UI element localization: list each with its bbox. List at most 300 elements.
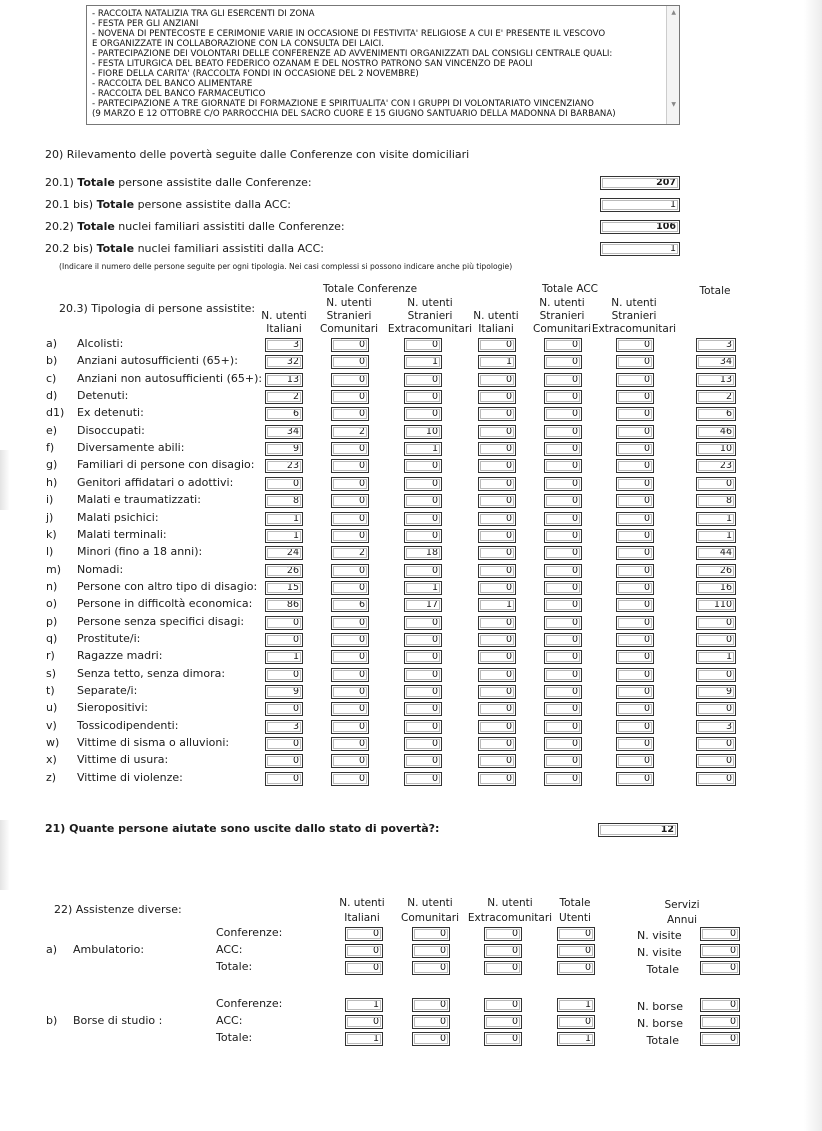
row-value-field[interactable]: 0 — [544, 650, 582, 664]
row-value-field[interactable]: 0 — [404, 407, 442, 421]
assistenze-value-field[interactable]: 0 — [345, 944, 383, 958]
row-value-field[interactable]: 0 — [478, 459, 516, 473]
row-value-field[interactable]: 0 — [616, 685, 654, 699]
row-total-field[interactable]: 0 — [696, 633, 736, 647]
total-row-bold: Totale — [96, 242, 135, 255]
column-header-line: Italiani — [478, 323, 514, 335]
row-total-field[interactable]: 23 — [696, 459, 736, 473]
row-label: Genitori affidatari o adottivi: — [77, 476, 234, 489]
notes-line: - NOVENA DI PENTECOSTE E CERIMONIE VARIE IN OCCASIONE DI FESTIVITA' RELIGIOSE A CUI E' PRESENTE IL VESCOVO — [92, 29, 606, 39]
service-value-field[interactable]: 0 — [700, 944, 740, 958]
assistenze-value-field[interactable]: 0 — [557, 961, 595, 975]
service-label: N. visite — [637, 946, 682, 959]
row-label: Disoccupati: — [77, 424, 145, 437]
row-value-field[interactable]: 0 — [404, 564, 442, 578]
row-value-field[interactable]: 0 — [331, 338, 369, 352]
assistenze-header-line: Comunitari — [401, 912, 459, 924]
row-value-field[interactable]: 0 — [265, 754, 303, 768]
row-value-field[interactable]: 0 — [404, 616, 442, 630]
row-total-field[interactable]: 0 — [696, 477, 736, 491]
row-value-field[interactable]: 0 — [265, 616, 303, 630]
row-value-field[interactable]: 0 — [544, 685, 582, 699]
row-value-field[interactable]: 1 — [478, 598, 516, 612]
notes-line: - PARTECIPAZIONE DEI VOLONTARI DELLE CONFERENZE AD AVVENIMENTI ORGANIZZATI DAL CONSIGLI CENTRALE QUALI: — [92, 49, 613, 59]
assistenze-value-field[interactable]: 0 — [484, 944, 522, 958]
row-value-field[interactable]: 0 — [544, 512, 582, 526]
notes-line: - FESTA PER GLI ANZIANI — [92, 19, 199, 29]
service-value-field[interactable]: 0 — [700, 998, 740, 1012]
row-value-field[interactable]: 0 — [404, 685, 442, 699]
row-total-field[interactable]: 0 — [696, 702, 736, 716]
row-value-field[interactable]: 34 — [265, 425, 303, 439]
row-value-field[interactable]: 0 — [616, 442, 654, 456]
row-value-field[interactable]: 15 — [265, 581, 303, 595]
row-code: c) — [46, 372, 57, 385]
row-code: b) — [46, 354, 58, 367]
row-value-field[interactable]: 6 — [265, 407, 303, 421]
row-code: f) — [46, 441, 55, 454]
row-value-field[interactable]: 1 — [478, 355, 516, 369]
row-total-field[interactable]: 34 — [696, 355, 736, 369]
assistenze-value-field[interactable]: 0 — [484, 998, 522, 1012]
row-label: Minori (fino a 18 anni): — [77, 545, 203, 558]
row-value-field[interactable]: 0 — [478, 668, 516, 682]
row-label: Persone in difficoltà economica: — [77, 597, 253, 610]
assistenze-value-field[interactable]: 0 — [557, 927, 595, 941]
row-value-field[interactable]: 0 — [265, 737, 303, 751]
total-row-code: 20.2 bis) — [45, 242, 94, 255]
row-value-field[interactable]: 0 — [331, 494, 369, 508]
row-value-field[interactable]: 0 — [404, 459, 442, 473]
assistenze-value-field[interactable]: 0 — [412, 944, 450, 958]
row-total-field[interactable]: 8 — [696, 494, 736, 508]
row-value-field[interactable]: 0 — [544, 355, 582, 369]
row-value-field[interactable]: 0 — [544, 598, 582, 612]
column-header — [584, 297, 684, 336]
row-value-field[interactable]: 26 — [265, 564, 303, 578]
total-row-bold: Totale — [77, 176, 115, 189]
row-value-field[interactable]: 0 — [331, 668, 369, 682]
row-value-field[interactable]: 0 — [616, 477, 654, 491]
row-value-field[interactable]: 0 — [331, 772, 369, 786]
notes-line: (9 MARZO E 12 OTTOBRE C/O PARROCCHIA DEL SACRO CUORE E 15 GIUGNO SANTUARIO DELLA MADONNA DI BARBANA) — [92, 109, 616, 119]
row-value-field[interactable]: 0 — [616, 355, 654, 369]
row-code: t) — [46, 684, 55, 697]
assistenze-value-field[interactable]: 0 — [412, 927, 450, 941]
row-value-field[interactable]: 0 — [331, 459, 369, 473]
row-value-field[interactable]: 0 — [478, 685, 516, 699]
row-value-field[interactable]: 0 — [544, 633, 582, 647]
row-value-field[interactable]: 0 — [616, 581, 654, 595]
row-label: Vittime di usura: — [77, 753, 169, 766]
assistenze-value-field[interactable]: 0 — [484, 1032, 522, 1046]
row-value-field[interactable]: 3 — [265, 720, 303, 734]
assistenze-value-field[interactable]: 0 — [412, 961, 450, 975]
total-row-label — [45, 242, 324, 255]
notes-line: - FESTA LITURGICA DEL BEATO FEDERICO OZANAM E DEL NOSTRO PATRONO SAN VINCENZO DE PAOLI — [92, 59, 533, 69]
row-value-field[interactable]: 0 — [265, 477, 303, 491]
total-row-text: nuclei familiari assistiti dalle Conferenze: — [114, 220, 345, 233]
total-row-code: 20.1 bis) — [45, 198, 94, 211]
row-value-field[interactable]: 0 — [478, 512, 516, 526]
row-total-field[interactable]: 0 — [696, 754, 736, 768]
row-value-field[interactable]: 2 — [265, 390, 303, 404]
row-code: e) — [46, 424, 58, 437]
notes-line: E ORGANIZZATE IN COLLABORAZIONE CON LA CONSULTA DEI LAICI. — [92, 39, 384, 49]
row-total-field[interactable]: 10 — [696, 442, 736, 456]
row-value-field[interactable]: 0 — [616, 598, 654, 612]
assistenze-code: b) — [46, 1014, 58, 1027]
row-total-field[interactable]: 0 — [696, 737, 736, 751]
row-code: q) — [46, 632, 58, 645]
row-value-field[interactable]: 18 — [404, 546, 442, 560]
assistenze-value-field[interactable]: 1 — [345, 998, 383, 1012]
total-value-field[interactable]: 207 — [600, 176, 680, 190]
row-value-field[interactable]: 0 — [331, 355, 369, 369]
row-value-field[interactable]: 0 — [544, 616, 582, 630]
group-header-acc: Totale ACC — [542, 283, 598, 295]
row-value-field[interactable]: 1 — [265, 529, 303, 543]
row-total-field[interactable]: 2 — [696, 390, 736, 404]
assistenze-value-field[interactable]: 0 — [484, 927, 522, 941]
row-value-field[interactable]: 0 — [331, 390, 369, 404]
row-value-field[interactable]: 17 — [404, 598, 442, 612]
row-value-field[interactable]: 0 — [478, 373, 516, 387]
row-value-field[interactable]: 0 — [404, 633, 442, 647]
assistenze-value-field[interactable]: 0 — [557, 1015, 595, 1029]
row-label: Senza tetto, senza dimora: — [77, 667, 226, 680]
row-total-field[interactable]: 9 — [696, 685, 736, 699]
row-value-field[interactable]: 0 — [544, 546, 582, 560]
row-code: z) — [46, 771, 57, 784]
row-value-field[interactable]: 1 — [265, 650, 303, 664]
row-value-field[interactable]: 0 — [404, 338, 442, 352]
row-value-field[interactable]: 0 — [544, 407, 582, 421]
row-value-field[interactable]: 2 — [331, 546, 369, 560]
row-value-field[interactable]: 0 — [478, 407, 516, 421]
row-value-field[interactable]: 0 — [404, 720, 442, 734]
scroll-down-icon[interactable]: ▼ — [671, 101, 676, 108]
row-value-field[interactable]: 0 — [616, 494, 654, 508]
row-value-field[interactable]: 0 — [404, 754, 442, 768]
row-label: Malati terminali: — [77, 528, 167, 541]
row-value-field[interactable]: 0 — [331, 442, 369, 456]
row-total-field[interactable]: 0 — [696, 772, 736, 786]
notes-textbox[interactable] — [86, 5, 680, 125]
row-value-field[interactable]: 0 — [616, 425, 654, 439]
row-value-field[interactable]: 0 — [616, 772, 654, 786]
row-value-field[interactable]: 0 — [544, 477, 582, 491]
assistenze-value-field[interactable]: 0 — [412, 998, 450, 1012]
column-header-line: Italiani — [266, 323, 302, 335]
total-value-field[interactable]: 106 — [600, 220, 680, 234]
row-code: a) — [46, 337, 58, 350]
row-value-field[interactable]: 9 — [265, 685, 303, 699]
row-value-field[interactable]: 0 — [478, 633, 516, 647]
assistenze-header-line: Servizi — [664, 899, 700, 911]
row-value-field[interactable]: 24 — [265, 546, 303, 560]
row-value-field[interactable]: 0 — [331, 754, 369, 768]
assistenze-value-field[interactable]: 0 — [345, 1015, 383, 1029]
row-value-field[interactable]: 1 — [404, 581, 442, 595]
row-value-field[interactable]: 0 — [478, 720, 516, 734]
column-header-line: Extracomunitari — [387, 323, 473, 335]
row-value-field[interactable]: 0 — [544, 373, 582, 387]
row-value-field[interactable]: 0 — [544, 668, 582, 682]
row-value-field[interactable]: 0 — [616, 529, 654, 543]
row-label: Sieropositivi: — [77, 701, 148, 714]
row-value-field[interactable]: 0 — [404, 512, 442, 526]
row-value-field[interactable]: 0 — [478, 442, 516, 456]
row-total-field[interactable]: 1 — [696, 650, 736, 664]
row-total-field[interactable]: 1 — [696, 512, 736, 526]
row-value-field[interactable]: 0 — [544, 581, 582, 595]
assistenze-sub-label: ACC: — [216, 1014, 243, 1027]
row-value-field[interactable]: 0 — [331, 720, 369, 734]
section-20-note: (Indicare il numero delle persone seguite per ogni tipologia. Nei casi complessi si possono indicare anche più tipologie) — [59, 262, 513, 271]
service-label: Totale — [646, 1034, 679, 1047]
row-code: j) — [46, 511, 54, 524]
row-value-field[interactable]: 0 — [616, 546, 654, 560]
row-value-field[interactable]: 0 — [478, 477, 516, 491]
row-value-field[interactable]: 0 — [616, 373, 654, 387]
row-label: Nomadi: — [77, 563, 124, 576]
row-code: m) — [46, 563, 62, 576]
row-value-field[interactable]: 0 — [331, 512, 369, 526]
row-value-field[interactable]: 0 — [616, 668, 654, 682]
row-total-field[interactable]: 44 — [696, 546, 736, 560]
assistenze-value-field[interactable]: 1 — [557, 998, 595, 1012]
row-value-field[interactable]: 86 — [265, 598, 303, 612]
row-value-field[interactable]: 0 — [478, 754, 516, 768]
row-code: d1) — [46, 406, 65, 419]
row-value-field[interactable]: 0 — [544, 390, 582, 404]
assistenze-value-field[interactable]: 0 — [345, 927, 383, 941]
row-value-field[interactable]: 0 — [478, 650, 516, 664]
row-value-field[interactable]: 0 — [404, 529, 442, 543]
row-value-field[interactable]: 0 — [331, 564, 369, 578]
row-value-field[interactable]: 0 — [544, 459, 582, 473]
row-value-field[interactable]: 0 — [331, 373, 369, 387]
notes-line: - FIORE DELLA CARITA' (RACCOLTA FONDI IN OCCASIONE DEL 2 NOVEMBRE) — [92, 69, 419, 79]
row-value-field[interactable]: 32 — [265, 355, 303, 369]
row-value-field[interactable]: 0 — [544, 564, 582, 578]
row-code: x) — [46, 753, 57, 766]
assistenze-header-line: N. utenti — [487, 897, 533, 909]
row-label: Vittime di violenze: — [77, 771, 183, 784]
row-label: Anziani non autosufficienti (65+): — [77, 372, 263, 385]
poverty-exit-field[interactable]: 12 — [598, 823, 678, 837]
row-value-field[interactable]: 0 — [478, 581, 516, 595]
row-value-field[interactable]: 0 — [616, 407, 654, 421]
row-value-field[interactable]: 0 — [331, 702, 369, 716]
row-value-field[interactable]: 10 — [404, 425, 442, 439]
scan-artifact — [0, 450, 10, 510]
row-total-field[interactable]: 1 — [696, 529, 736, 543]
total-row-text: persone assistite dalle Conferenze: — [114, 176, 312, 189]
row-value-field[interactable]: 0 — [478, 616, 516, 630]
row-value-field[interactable]: 0 — [404, 494, 442, 508]
row-value-field[interactable]: 0 — [616, 737, 654, 751]
row-total-field[interactable]: 26 — [696, 564, 736, 578]
assistenze-value-field[interactable]: 0 — [345, 961, 383, 975]
row-value-field[interactable]: 0 — [404, 390, 442, 404]
assistenze-header-line: Italiani — [344, 912, 380, 924]
row-value-field[interactable]: 0 — [478, 494, 516, 508]
row-value-field[interactable]: 6 — [331, 598, 369, 612]
service-value-field[interactable]: 0 — [700, 961, 740, 975]
row-value-field[interactable]: 0 — [616, 702, 654, 716]
row-value-field[interactable]: 1 — [265, 512, 303, 526]
row-total-field[interactable]: 13 — [696, 373, 736, 387]
row-value-field[interactable]: 0 — [478, 425, 516, 439]
column-header-line: Extracomunitari — [591, 323, 677, 335]
row-value-field[interactable]: 0 — [331, 407, 369, 421]
row-value-field[interactable]: 2 — [331, 425, 369, 439]
row-value-field[interactable]: 0 — [265, 702, 303, 716]
row-total-field[interactable]: 0 — [696, 616, 736, 630]
row-value-field[interactable]: 0 — [478, 702, 516, 716]
assistenze-column-header — [525, 896, 625, 926]
row-value-field[interactable]: 0 — [478, 529, 516, 543]
total-value-field[interactable]: 1 — [600, 198, 680, 212]
row-value-field[interactable]: 0 — [331, 616, 369, 630]
row-value-field[interactable]: 0 — [478, 546, 516, 560]
notes-line: - RACCOLTA DEL BANCO ALIMENTARE — [92, 79, 253, 89]
assistenze-sub-label: ACC: — [216, 943, 243, 956]
row-code: g) — [46, 458, 58, 471]
row-code: n) — [46, 580, 58, 593]
row-code: d) — [46, 389, 58, 402]
row-value-field[interactable]: 0 — [616, 720, 654, 734]
row-value-field[interactable]: 1 — [404, 355, 442, 369]
row-value-field[interactable]: 0 — [265, 772, 303, 786]
assistenze-value-field[interactable]: 1 — [345, 1032, 383, 1046]
row-value-field[interactable]: 0 — [478, 772, 516, 786]
row-label: Familiari di persone con disagio: — [77, 458, 255, 471]
row-total-field[interactable]: 110 — [696, 598, 736, 612]
row-value-field[interactable]: 0 — [616, 512, 654, 526]
total-row-label — [45, 198, 291, 211]
row-label: Ragazze madri: — [77, 649, 163, 662]
row-value-field[interactable]: 23 — [265, 459, 303, 473]
row-value-field[interactable]: 0 — [616, 754, 654, 768]
total-value-field[interactable]: 1 — [600, 242, 680, 256]
row-value-field[interactable]: 0 — [544, 338, 582, 352]
row-value-field[interactable]: 0 — [265, 633, 303, 647]
row-value-field[interactable]: 0 — [331, 685, 369, 699]
row-value-field[interactable]: 1 — [404, 442, 442, 456]
section-20-title: 20) Rilevamento delle povertà seguite dalle Conferenze con visite domiciliari — [45, 148, 470, 161]
row-label: Malati e traumatizzati: — [77, 493, 201, 506]
row-value-field[interactable]: 0 — [478, 564, 516, 578]
row-value-field[interactable]: 13 — [265, 373, 303, 387]
row-total-field[interactable]: 3 — [696, 720, 736, 734]
row-value-field[interactable]: 0 — [616, 459, 654, 473]
row-value-field[interactable]: 9 — [265, 442, 303, 456]
row-value-field[interactable]: 0 — [544, 737, 582, 751]
row-value-field[interactable]: 0 — [616, 564, 654, 578]
service-value-field[interactable]: 0 — [700, 1015, 740, 1029]
row-value-field[interactable]: 0 — [331, 650, 369, 664]
row-value-field[interactable]: 0 — [478, 737, 516, 751]
assistenze-value-field[interactable]: 0 — [484, 1015, 522, 1029]
assistenze-value-field[interactable]: 0 — [557, 944, 595, 958]
row-value-field[interactable]: 0 — [544, 442, 582, 456]
row-value-field[interactable]: 0 — [404, 477, 442, 491]
row-value-field[interactable]: 0 — [331, 737, 369, 751]
assistenze-value-field[interactable]: 0 — [412, 1015, 450, 1029]
row-value-field[interactable]: 0 — [544, 720, 582, 734]
row-value-field[interactable]: 0 — [331, 581, 369, 595]
group-header-totale: Totale — [699, 285, 731, 297]
row-value-field[interactable]: 0 — [616, 650, 654, 664]
row-value-field[interactable]: 0 — [265, 668, 303, 682]
row-total-field[interactable]: 3 — [696, 338, 736, 352]
row-value-field[interactable]: 0 — [616, 616, 654, 630]
row-value-field[interactable]: 0 — [331, 633, 369, 647]
row-code: p) — [46, 615, 58, 628]
service-value-field[interactable]: 0 — [700, 927, 740, 941]
row-value-field[interactable]: 0 — [616, 390, 654, 404]
row-value-field[interactable]: 0 — [544, 702, 582, 716]
column-header-line: N. utenti — [261, 310, 307, 322]
column-header-line: Stranieri — [611, 310, 657, 322]
row-value-field[interactable]: 0 — [404, 668, 442, 682]
notes-line: - PARTECIPAZIONE A TRE GIORNATE DI FORMAZIONE E SPIRITUALITA' CON I GRUPPI DI VOLONTARIATO VINCENZIANO — [92, 99, 594, 109]
row-value-field[interactable]: 3 — [265, 338, 303, 352]
column-header-line: Stranieri — [326, 310, 372, 322]
row-code: r) — [46, 649, 55, 662]
assistenze-value-field[interactable]: 1 — [557, 1032, 595, 1046]
row-value-field[interactable]: 0 — [544, 754, 582, 768]
row-label: Tossicodipendenti: — [77, 719, 179, 732]
assistenze-value-field[interactable]: 0 — [484, 961, 522, 975]
row-total-field[interactable]: 16 — [696, 581, 736, 595]
row-total-field[interactable]: 46 — [696, 425, 736, 439]
row-value-field[interactable]: 8 — [265, 494, 303, 508]
row-value-field[interactable]: 0 — [404, 373, 442, 387]
row-value-field[interactable]: 0 — [544, 772, 582, 786]
assistenze-value-field[interactable]: 0 — [412, 1032, 450, 1046]
row-value-field[interactable]: 0 — [478, 338, 516, 352]
row-value-field[interactable]: 0 — [404, 772, 442, 786]
row-value-field[interactable]: 0 — [478, 390, 516, 404]
row-value-field[interactable]: 0 — [616, 338, 654, 352]
notes-scrollbar[interactable] — [666, 6, 679, 124]
row-value-field[interactable]: 0 — [331, 529, 369, 543]
row-value-field[interactable]: 0 — [544, 425, 582, 439]
row-total-field[interactable]: 0 — [696, 668, 736, 682]
row-value-field[interactable]: 0 — [616, 633, 654, 647]
row-value-field[interactable]: 0 — [544, 494, 582, 508]
row-code: u) — [46, 701, 58, 714]
row-value-field[interactable]: 0 — [331, 477, 369, 491]
row-value-field[interactable]: 0 — [404, 650, 442, 664]
row-label: Detenuti: — [77, 389, 129, 402]
row-value-field[interactable]: 0 — [404, 702, 442, 716]
scroll-up-icon[interactable]: ▲ — [671, 9, 676, 16]
total-row-text: persone assistite dalla ACC: — [134, 198, 291, 211]
service-label: N. visite — [637, 929, 682, 942]
row-total-field[interactable]: 6 — [696, 407, 736, 421]
column-header-line: N. utenti — [326, 297, 372, 309]
row-value-field[interactable]: 0 — [544, 529, 582, 543]
group-header-conferenze: Totale Conferenze — [322, 283, 418, 295]
service-value-field[interactable]: 0 — [700, 1032, 740, 1046]
row-code: v) — [46, 719, 57, 732]
row-value-field[interactable]: 0 — [404, 737, 442, 751]
